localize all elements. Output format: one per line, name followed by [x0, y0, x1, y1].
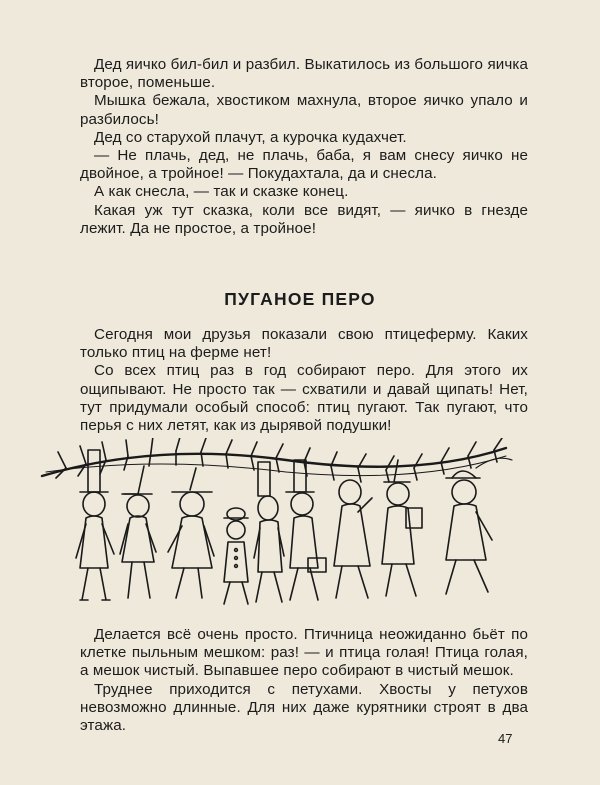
paragraph: Труднее приходится с петухами. Хвосты у петухов невозможно длинные. Для них даже курятники строят в два этажа.: [80, 680, 528, 735]
figure-tall-hat: [76, 450, 114, 600]
page-number: 47: [498, 731, 513, 746]
paragraph: Со всех птиц раз в год собирают перо. Для этого их ощипывают. Не просто так — схватили и давай щипать! Нет, тут придумали особый способ: птиц пугают. Так пугают, что перья с них летят, как из дырявой подушки!: [80, 362, 528, 435]
figure-wide-hat: [168, 468, 214, 598]
illustration-feather-parade: [36, 438, 556, 610]
paragraph: А как снесла, — так и сказке конец.: [94, 183, 349, 201]
paragraph: Какая уж тут сказка, коли все видят, — яичко в гнезде лежит. Да не простое, а тройное!: [80, 201, 528, 237]
figure-feathered-hat: [446, 458, 512, 594]
paragraph: Дед яичко бил-бил и разбил. Выкатилось из большого яичка второе, поменьше.: [80, 56, 528, 92]
figure-bald-man: [334, 480, 372, 598]
giant-feather: [42, 438, 506, 482]
paragraph: Мышка бежала, хвостиком махнула, второе яичко упало и разбилось!: [80, 92, 528, 128]
story-ending-text: [80, 56, 528, 238]
section-intro-text: [80, 326, 528, 435]
figure-thin-man: [254, 462, 284, 602]
paragraph: Делается всё очень просто. Птичница неожиданно бьёт по клетке пыльным мешком: раз! — и птица голая! Птица голая, а мешок чистый. Выпавшее перо собирают в чистый мешок.: [80, 626, 528, 680]
figure-bowler-boy: [224, 508, 248, 604]
paragraph: — Не плачь, дед, не плачь, баба, я вам снесу яичко не двойное, а тройное! — Покудахтала, да и снесла.: [80, 147, 528, 183]
figure-briefcase-man: [286, 460, 326, 600]
paragraph: Сегодня мои друзья показали свою птицеферму. Каких только птиц на ферме нет!: [80, 326, 528, 362]
paragraph: Дед со старухой плачут, а курочка кудахчет.: [94, 128, 407, 146]
section-title: ПУГАНОЕ ПЕРО: [224, 289, 376, 309]
section-body-text: [80, 626, 528, 735]
figure-pointed-hat: [120, 466, 156, 598]
